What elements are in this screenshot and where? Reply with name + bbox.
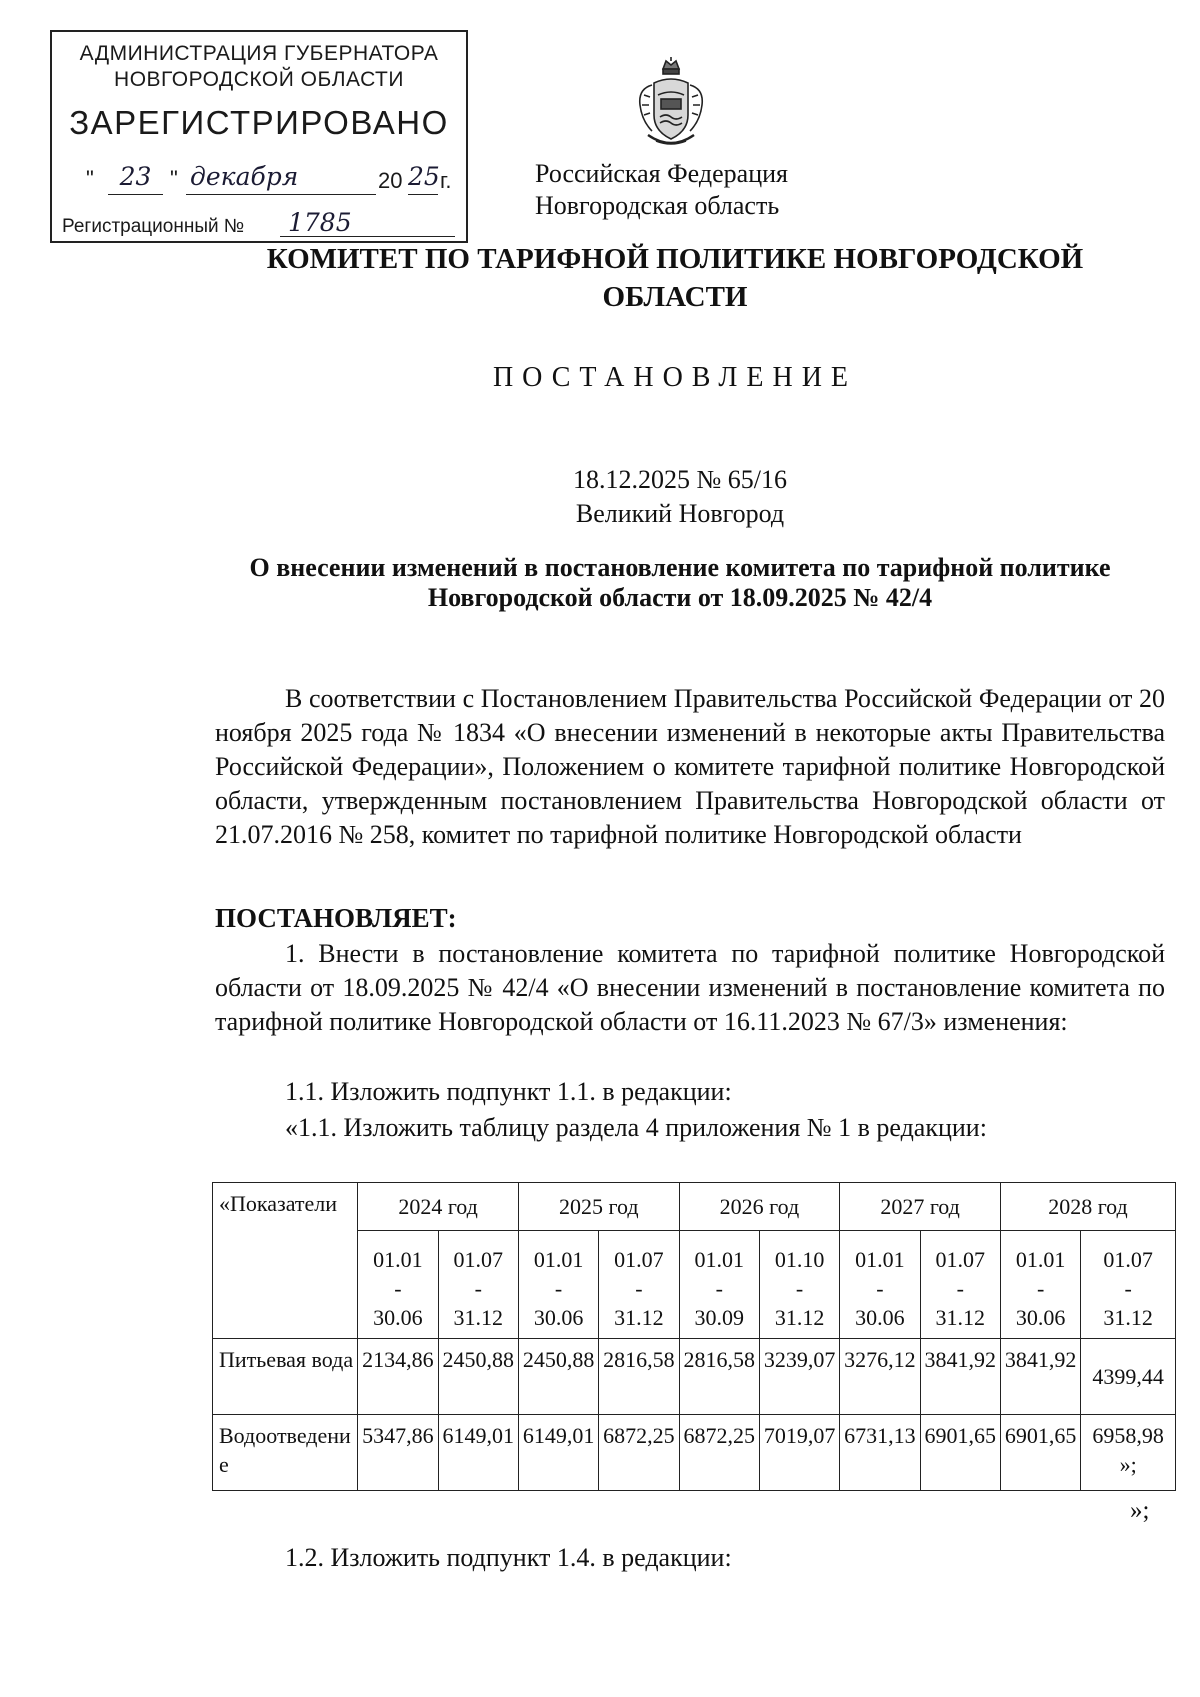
paragraph-text: 1. Внести в постановление комитета по тарифной политике Новгородской области от 18.09.2025 № 42/4 «О внесении изменений в постановление комитета по тарифной политике Новгородской области от 16.11.2023 № 67/3» изменения:	[215, 939, 1165, 1036]
stamp-registered: ЗАРЕГИСТРИРОВАНО	[69, 104, 449, 141]
period-cell: 01.10 - 31.12	[759, 1231, 839, 1339]
stamp-year-prefix: 20	[378, 168, 403, 193]
subitem-1-1: 1.1. Изложить подпункт 1.1. в редакции:	[285, 1077, 732, 1106]
stamp-day: 23	[108, 162, 163, 195]
row-label: Водоотведение	[213, 1415, 358, 1491]
document-subject: О внесении изменений в постановление комитета по тарифной политике Новгородской области от 18.09.2025 № 42/4	[249, 553, 1111, 612]
row-label: Питьевая вода	[213, 1339, 358, 1415]
period-cell: 01.01 - 30.06	[518, 1231, 598, 1339]
stamp-quote-open: "	[86, 166, 94, 191]
region-name: Новгородская область	[535, 191, 780, 220]
committee-title: КОМИТЕТ ПО ТАРИФНОЙ ПОЛИТИКЕ НОВГОРОДСКОЙ ОБЛАСТИ	[266, 243, 1084, 313]
document-type: ПОСТАНОВЛЕНИЕ	[492, 362, 858, 393]
stamp-reg-label: Регистрационный №	[62, 216, 245, 237]
value-cell: 6958,98 »;	[1081, 1415, 1176, 1491]
table-row	[213, 1339, 1176, 1415]
stamp-reg-number: 1785	[280, 208, 455, 237]
table-header-row	[213, 1183, 1176, 1231]
decree-heading: ПОСТАНОВЛЯЕТ:	[215, 903, 457, 933]
coat-of-arms-icon	[630, 55, 712, 153]
header-year: 2025 год	[518, 1183, 679, 1231]
table-row	[213, 1415, 1176, 1491]
value-cell: 6872,25	[679, 1415, 759, 1491]
header-year: 2026 год	[679, 1183, 840, 1231]
country-name: Российская Федерация	[535, 159, 788, 188]
paragraph-text: В соответствии с Постановлением Правительства Российской Федерации от 20 ноября 2025 года № 1834 «О внесении изменений в некоторые акты Правительства Российской Федерации», Положением о комитете тарифной политике Новгородской области, утвержденным постановлением Правительства Новгородской области от 21.07.2016 № 258, комитет по тарифной политике Новгородской области	[215, 684, 1165, 849]
value-cell: 2816,58	[599, 1339, 679, 1415]
period-cell: 01.07 - 31.12	[599, 1231, 679, 1339]
period-cell: 01.07 - 31.12	[438, 1231, 518, 1339]
value-cell: 6901,65	[1000, 1415, 1080, 1491]
header-year: 2024 год	[358, 1183, 519, 1231]
value-cell: 3276,12	[840, 1339, 920, 1415]
stamp-month: декабря	[186, 162, 376, 195]
table-period-row	[213, 1231, 1176, 1339]
period-cell: 01.01 - 30.09	[679, 1231, 759, 1339]
date-number-block	[400, 463, 960, 531]
header-indicators: «Показатели	[213, 1183, 358, 1339]
value-cell: 6872,25	[599, 1415, 679, 1491]
period-cell: 01.01 - 30.06	[840, 1231, 920, 1339]
period-cell: 01.01 - 30.06	[1000, 1231, 1080, 1339]
stamp-year-unit: г.	[440, 168, 452, 193]
subitem-1-1-quote: «1.1. Изложить таблицу раздела 4 приложения № 1 в редакции:	[285, 1113, 987, 1142]
stamp-quote-close: "	[170, 166, 178, 191]
value-cell: 2134,86	[358, 1339, 438, 1415]
header-year: 2027 год	[840, 1183, 1001, 1231]
body-paragraph-1	[215, 682, 1165, 852]
header-year: 2028 год	[1000, 1183, 1175, 1231]
value-cell: 2450,88	[518, 1339, 598, 1415]
subitem-1-2: 1.2. Изложить подпункт 1.4. в редакции:	[285, 1543, 732, 1572]
value-cell: 3239,07	[759, 1339, 839, 1415]
value-cell: 2816,58	[679, 1339, 759, 1415]
document-city: Великий Новгород	[575, 499, 785, 528]
stamp-line-region: НОВГОРОДСКОЙ ОБЛАСТИ	[114, 68, 404, 91]
period-cell: 01.07 - 31.12	[1081, 1231, 1176, 1339]
value-cell: 6149,01	[438, 1415, 518, 1491]
value-cell: 5347,86	[358, 1415, 438, 1491]
period-cell: 01.01 - 30.06	[358, 1231, 438, 1339]
registration-stamp	[50, 30, 468, 243]
value-cell: 6901,65	[920, 1415, 1000, 1491]
stamp-registration-line	[62, 208, 462, 240]
stamp-year-suffix: 25	[408, 162, 438, 195]
value-cell: 4399,44	[1081, 1339, 1176, 1415]
tariff-table	[212, 1182, 1176, 1491]
value-cell: 2450,88	[438, 1339, 518, 1415]
value-cell: 3841,92	[920, 1339, 1000, 1415]
period-cell: 01.07 - 31.12	[920, 1231, 1000, 1339]
body-paragraph-2	[215, 937, 1165, 1039]
closing-quote: »;	[1130, 1497, 1150, 1524]
value-cell: 6731,13	[840, 1415, 920, 1491]
stamp-date-line	[80, 162, 455, 202]
value-cell: 6149,01	[518, 1415, 598, 1491]
country-block	[535, 158, 788, 222]
document-date-number: 18.12.2025 № 65/16	[572, 465, 788, 494]
value-cell: 7019,07	[759, 1415, 839, 1491]
stamp-line-administration: АДМИНИСТРАЦИЯ ГУБЕРНАТОРА	[79, 42, 439, 65]
value-cell: 3841,92	[1000, 1339, 1080, 1415]
